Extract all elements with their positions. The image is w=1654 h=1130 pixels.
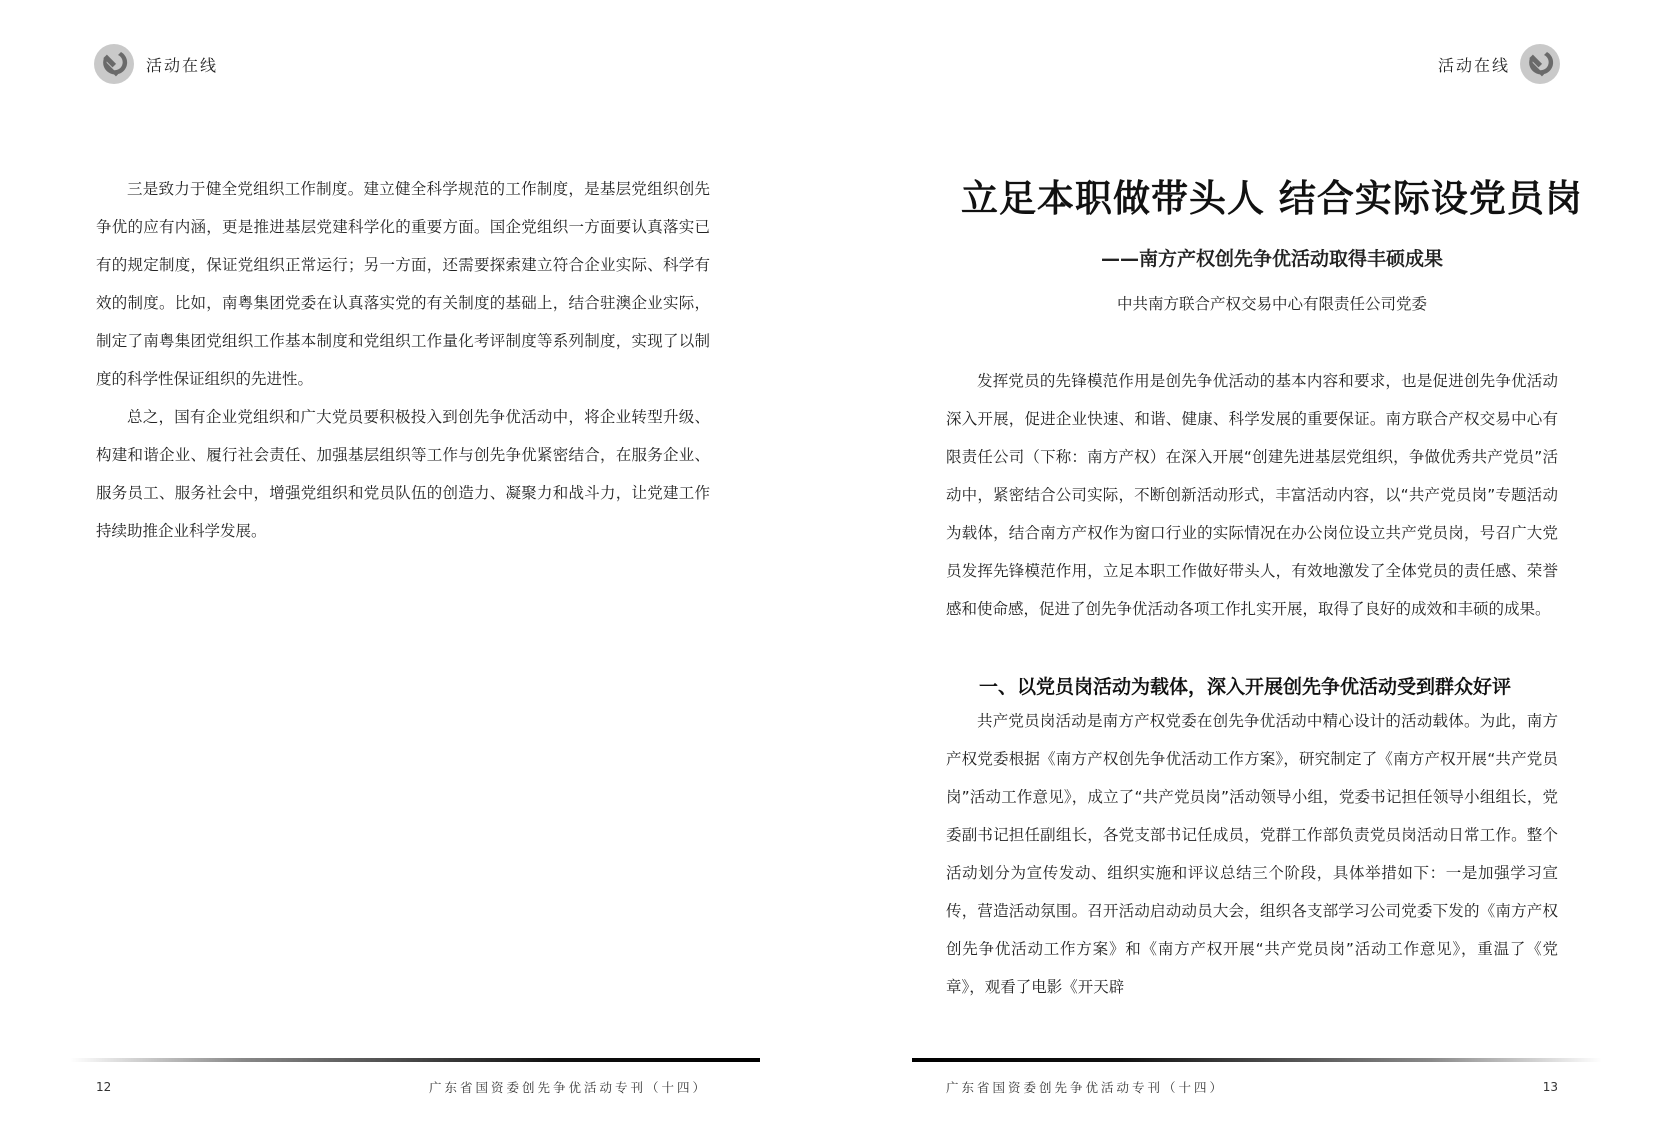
section-heading: 一、以党员岗活动为载体，深入开展创先争优活动受到群众好评 [979,676,1512,698]
paragraph: 共产党员岗活动是南方产权党委在创先争优活动中精心设计的活动载体。为此，南方产权党委根据《南方产权创先争优活动工作方案》，研究制定了《南方产权开展“共产党员岗”活动工作意见》，成立了“共产党员岗”活动领导小组，党委书记担任领导小组组长，党委副书记担任副组长，各党支部书记任成员，党群工作部负责党员岗活动日常工作。整个活动划分为宣传发动、组织实施和评议总结三个阶段，具体举措如下：一是加强学习宣传，营造活动氛围。召开活动启动动员大会，组织各支部学习公司党委下发的《南方产权创先争优活动工作方案》和《南方产权开展“共产党员岗”活动工作意见》，重温了《党章》，观看了电影《开天辟 [946,712,1558,996]
section-label: 活动在线 [1437,55,1510,75]
paragraph: 发挥党员的先锋模范作用是创先争优活动的基本内容和要求，也是促进创先争优活动深入开展，促进企业快速、和谐、健康、科学发展的重要保证。南方联合产权交易中心有限责任公司（下称：南方产权）在深入开展“创建先进基层党组织，争做优秀共产党员”活动中，紧密结合公司实际，不断创新活动形式，丰富活动内容，以“共产党员岗”专题活动为载体，结合南方产权作为窗口行业的实际情况在办公岗位设立共产党员岗，号召广大党员发挥先锋模范作用，立足本职工作做好带头人，有效地激发了全体党员的责任感、荣誉感和使命感，促进了创先争优活动各项工作扎实开展，取得了良好的成效和丰硕的成果。 [946,372,1558,618]
publication-title: 广东省国资委创先争优活动专刊（十四） [428,1080,708,1095]
page-number: 13 [1542,1080,1558,1094]
section-label: 活动在线 [146,55,219,75]
page-header [1438,44,1560,84]
hammer-sickle-icon [1520,44,1560,84]
paragraph: 三是致力于健全党组织工作制度。建立健全科学规范的工作制度，是基层党组织创先争优的应有内涵，更是推进基层党建科学化的重要方面。国企党组织一方面要认真落实已有的规定制度，保证党组织正常运行；另一方面，还需要探索建立符合企业实际、科学有效的制度。比如，南粤集团党委在认真落实党的有关制度的基础上，结合驻澳企业实际，制定了南粤集团党组织工作基本制度和党组织工作量化考评制度等系列制度，实现了以制度的科学性保证组织的先进性。 [96,180,710,388]
paragraph: 总之，国有企业党组织和广大党员要积极投入到创先争优活动中，将企业转型升级、构建和谐企业、履行社会责任、加强基层组织等工作与创先争优紧密结合，在服务企业、服务员工、服务社会中，增强党组织和党员队伍的创造力、凝聚力和战斗力，让党建工作持续助推企业科学发展。 [96,408,710,540]
intro-text [946,362,1558,628]
page-header [94,44,218,84]
article-subtitle: ——南方产权创先争优活动取得丰硕成果 [1100,248,1443,270]
page-number: 12 [96,1080,112,1094]
hammer-sickle-icon [94,44,134,84]
right-page [827,0,1654,1130]
body-text [96,170,710,550]
article-author: 中共南方联合产权交易中心有限责任公司党委 [1116,295,1427,313]
section-text [946,702,1558,1006]
publication-title: 广东省国资委创先争优活动专刊（十四） [946,1080,1226,1095]
article-title: 立足本职做带头人 结合实际设党员岗 [961,176,1583,220]
footer-rule [912,1058,1602,1062]
footer-rule [70,1058,760,1062]
